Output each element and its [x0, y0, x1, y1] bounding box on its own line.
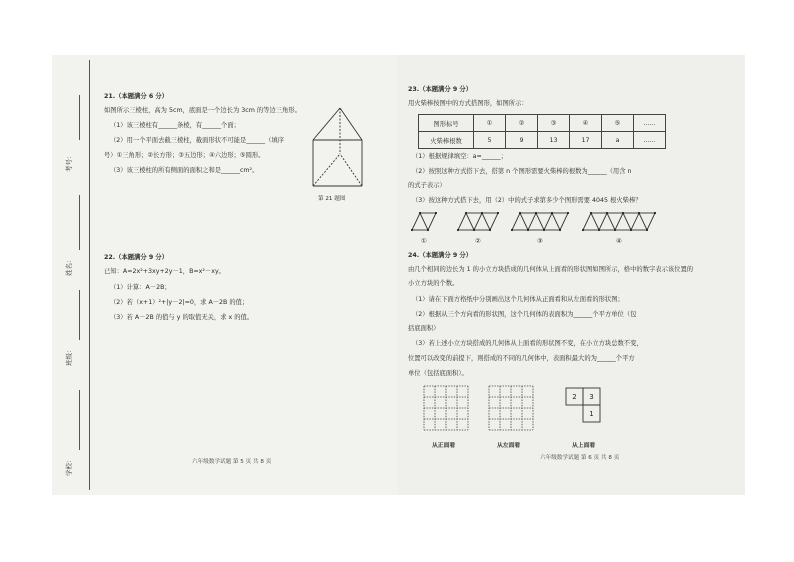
matchstick: [536, 213, 544, 230]
matchstick-joint: [630, 229, 632, 231]
prism-hidden-edge: [313, 154, 340, 186]
matchstick: [599, 213, 607, 230]
matchstick: [560, 213, 568, 230]
question-21-title: 21.（本题满分 6 分）: [104, 93, 168, 100]
question-22-title: 22.（本题满分 9 分）: [104, 254, 168, 261]
matchstick: [583, 213, 591, 230]
front-view-label: 从正面看: [432, 443, 456, 449]
table-cell: a: [602, 132, 634, 149]
prism-edge: [340, 108, 362, 140]
table-cell: ③: [538, 115, 570, 132]
question-24-line: 括底面积）: [408, 325, 440, 332]
matchstick: [647, 213, 655, 230]
question-24-line: 位置可以改变的前提下，则搭成的不同的几何体中，表面积最大的为______个平方: [408, 355, 635, 362]
matchstick: [615, 213, 623, 230]
matchstick-joint: [535, 212, 537, 214]
question-22-line: （1）计算：A－2B；: [110, 284, 171, 291]
matchstick-joint: [527, 229, 529, 231]
question-23-title: 23.（本题满分 9 分）: [408, 86, 472, 93]
matchstick-joint: [551, 212, 553, 214]
matchstick: [458, 213, 466, 230]
matchstick-joint: [519, 212, 521, 214]
table-cell: ……: [634, 132, 666, 149]
question-21-line: （3）该三棱柱的所有侧面的面积之和是______cm²。: [110, 167, 259, 174]
matchstick-joint: [435, 212, 437, 214]
left-view-label: 从左面看: [497, 443, 521, 449]
question-24-line: （1）请在下面方格纸中分别画出这个几何体从正面看和从左面看的形状图；: [412, 296, 624, 303]
matchstick-joint: [598, 229, 600, 231]
matchstick-figure: [582, 212, 656, 231]
class-label: 班级：: [65, 346, 73, 366]
right-page-footer: 六年级数学试题 第 6 页 共 8 页: [540, 455, 620, 461]
school-label: 学校：: [65, 456, 73, 476]
top-view-figure: [566, 388, 600, 422]
top-view-number: 2: [572, 393, 577, 401]
table-cell: 火柴棒根数: [419, 132, 474, 149]
matchstick-joint: [465, 212, 467, 214]
prism-edge: [313, 108, 340, 140]
matchstick-figure-label: ④: [616, 237, 622, 245]
question-23-line: 的式子表示）: [408, 182, 446, 189]
matchstick: [482, 213, 490, 230]
matchstick-joint: [646, 229, 648, 231]
table-cell: 9: [506, 132, 538, 149]
matchstick: [552, 213, 560, 230]
matchstick: [607, 213, 615, 230]
question-21-line: （1）该三棱柱有______条棱，有______个面；: [110, 122, 240, 129]
matchstick: [528, 213, 536, 230]
matchstick-figure-label: ③: [537, 237, 543, 245]
question-22-line: （2）若（x+1）²+|y－2|=0，求 A－2B 的值；: [110, 299, 249, 306]
matchstick-figure-label: ①: [421, 237, 427, 245]
matchstick: [428, 213, 436, 230]
matchstick: [623, 213, 631, 230]
table-cell: ④: [570, 115, 602, 132]
left-page-footer: 六年级数学试题 第 5 页 共 8 页: [192, 459, 272, 465]
table-cell: ⑤: [602, 115, 634, 132]
matchstick-joint: [411, 229, 413, 231]
matchstick-joint: [543, 229, 545, 231]
question-23-line: （2）按照这种方式搭下去，搭第 n 个图形需要火柴棒的根数为______（用含 n: [412, 168, 632, 175]
matchstick-figure: [411, 212, 437, 231]
matchstick-joint: [511, 229, 513, 231]
exam-number-label: 考号：: [65, 152, 73, 172]
table-cell: ②: [506, 115, 538, 132]
question-24-line: （3）若上述小立方块搭成的几何体从上面看的形状图不变，在小立方块总数不变，: [412, 340, 643, 347]
figure-21-caption: 第 21 题图: [318, 196, 346, 202]
question-21-line: 如图所示三棱柱，高为 5cm，底面是一个边长为 3cm 的等边三角形。: [104, 107, 301, 114]
question-24-line: （2）根据从三个方向看的形状图，这个几何体的表面积为______个平方单位（包: [412, 311, 637, 318]
matchstick-joint: [427, 229, 429, 231]
matchstick-joint: [622, 212, 624, 214]
prism-figure: [313, 108, 362, 186]
matchstick-joint: [614, 229, 616, 231]
matchstick: [412, 213, 420, 230]
matchstick-figure-label: ②: [475, 237, 481, 245]
table-cell: ……: [634, 115, 666, 132]
top-view-number: 3: [589, 393, 594, 401]
matchstick-figure: [511, 212, 569, 231]
matchstick-joint: [419, 212, 421, 214]
matchstick: [639, 213, 647, 230]
question-24-line: 单位（包括底面积）。: [408, 370, 468, 377]
matchstick: [512, 213, 520, 230]
question-22-line: 已知：A=2x²+3xy+2y－1，B=x²－xy。: [104, 268, 225, 275]
table-cell: 图形标号: [419, 115, 474, 132]
matchstick-joint: [497, 212, 499, 214]
matchstick: [420, 213, 428, 230]
question-23-line: （1）根据规律填空：a=______；: [412, 153, 508, 160]
matchstick-joint: [481, 212, 483, 214]
front-view-grid[interactable]: [424, 386, 468, 430]
top-view-number: 1: [589, 410, 594, 418]
matchstick-joint: [457, 229, 459, 231]
question-24-line: 小立方块的个数。: [408, 280, 459, 287]
question-24-line: 由几个相同的边长为 1 的小立方块搭成的几何体从上面看的形状图如图所示，格中的数字表示该位置的: [408, 266, 694, 273]
question-21-line: （2）用一个平面去截三棱柱，截面形状不可能是______（填序: [110, 137, 285, 144]
matchstick-joint: [559, 229, 561, 231]
matchstick-joint: [582, 229, 584, 231]
matchstick-joint: [473, 229, 475, 231]
matchstick-joint: [606, 212, 608, 214]
question-21-line: 号）①三角形；②长方形；③五边形；④六边形；⑤圆形。: [104, 152, 265, 159]
table-cell: 17: [570, 132, 602, 149]
left-view-grid[interactable]: [489, 386, 533, 430]
matchstick-joint: [638, 212, 640, 214]
matchstick: [466, 213, 474, 230]
matchstick: [490, 213, 498, 230]
matchstick-joint: [654, 212, 656, 214]
prism-hidden-edge: [340, 154, 362, 186]
table-cell: 13: [538, 132, 570, 149]
question-24-title: 24.（本题满分 9 分）: [408, 252, 472, 259]
matchstick: [520, 213, 528, 230]
table-cell: ①: [474, 115, 506, 132]
question-23-line: （3）按这种方式搭下去，用（2）中的式子求第多少个图形需要 4045 根火柴棒？: [412, 197, 642, 204]
question-22-line: （3）若 A－2B 的值与 y 的取值无关，求 x 的值。: [110, 314, 254, 321]
table-cell: 5: [474, 132, 506, 149]
name-label: 姓名：: [65, 256, 73, 276]
matchstick-joint: [567, 212, 569, 214]
matchstick: [591, 213, 599, 230]
matchstick-figure: [457, 212, 499, 231]
top-view-label: 从上面看: [572, 443, 596, 449]
matchstick: [544, 213, 552, 230]
matchstick: [631, 213, 639, 230]
matchstick-joint: [489, 229, 491, 231]
question-23-intro: 用火柴棒按图中的方式搭图形，如图所示：: [408, 100, 528, 107]
matchstick: [474, 213, 482, 230]
matchstick-figures: [411, 212, 656, 231]
matchstick-joint: [590, 212, 592, 214]
